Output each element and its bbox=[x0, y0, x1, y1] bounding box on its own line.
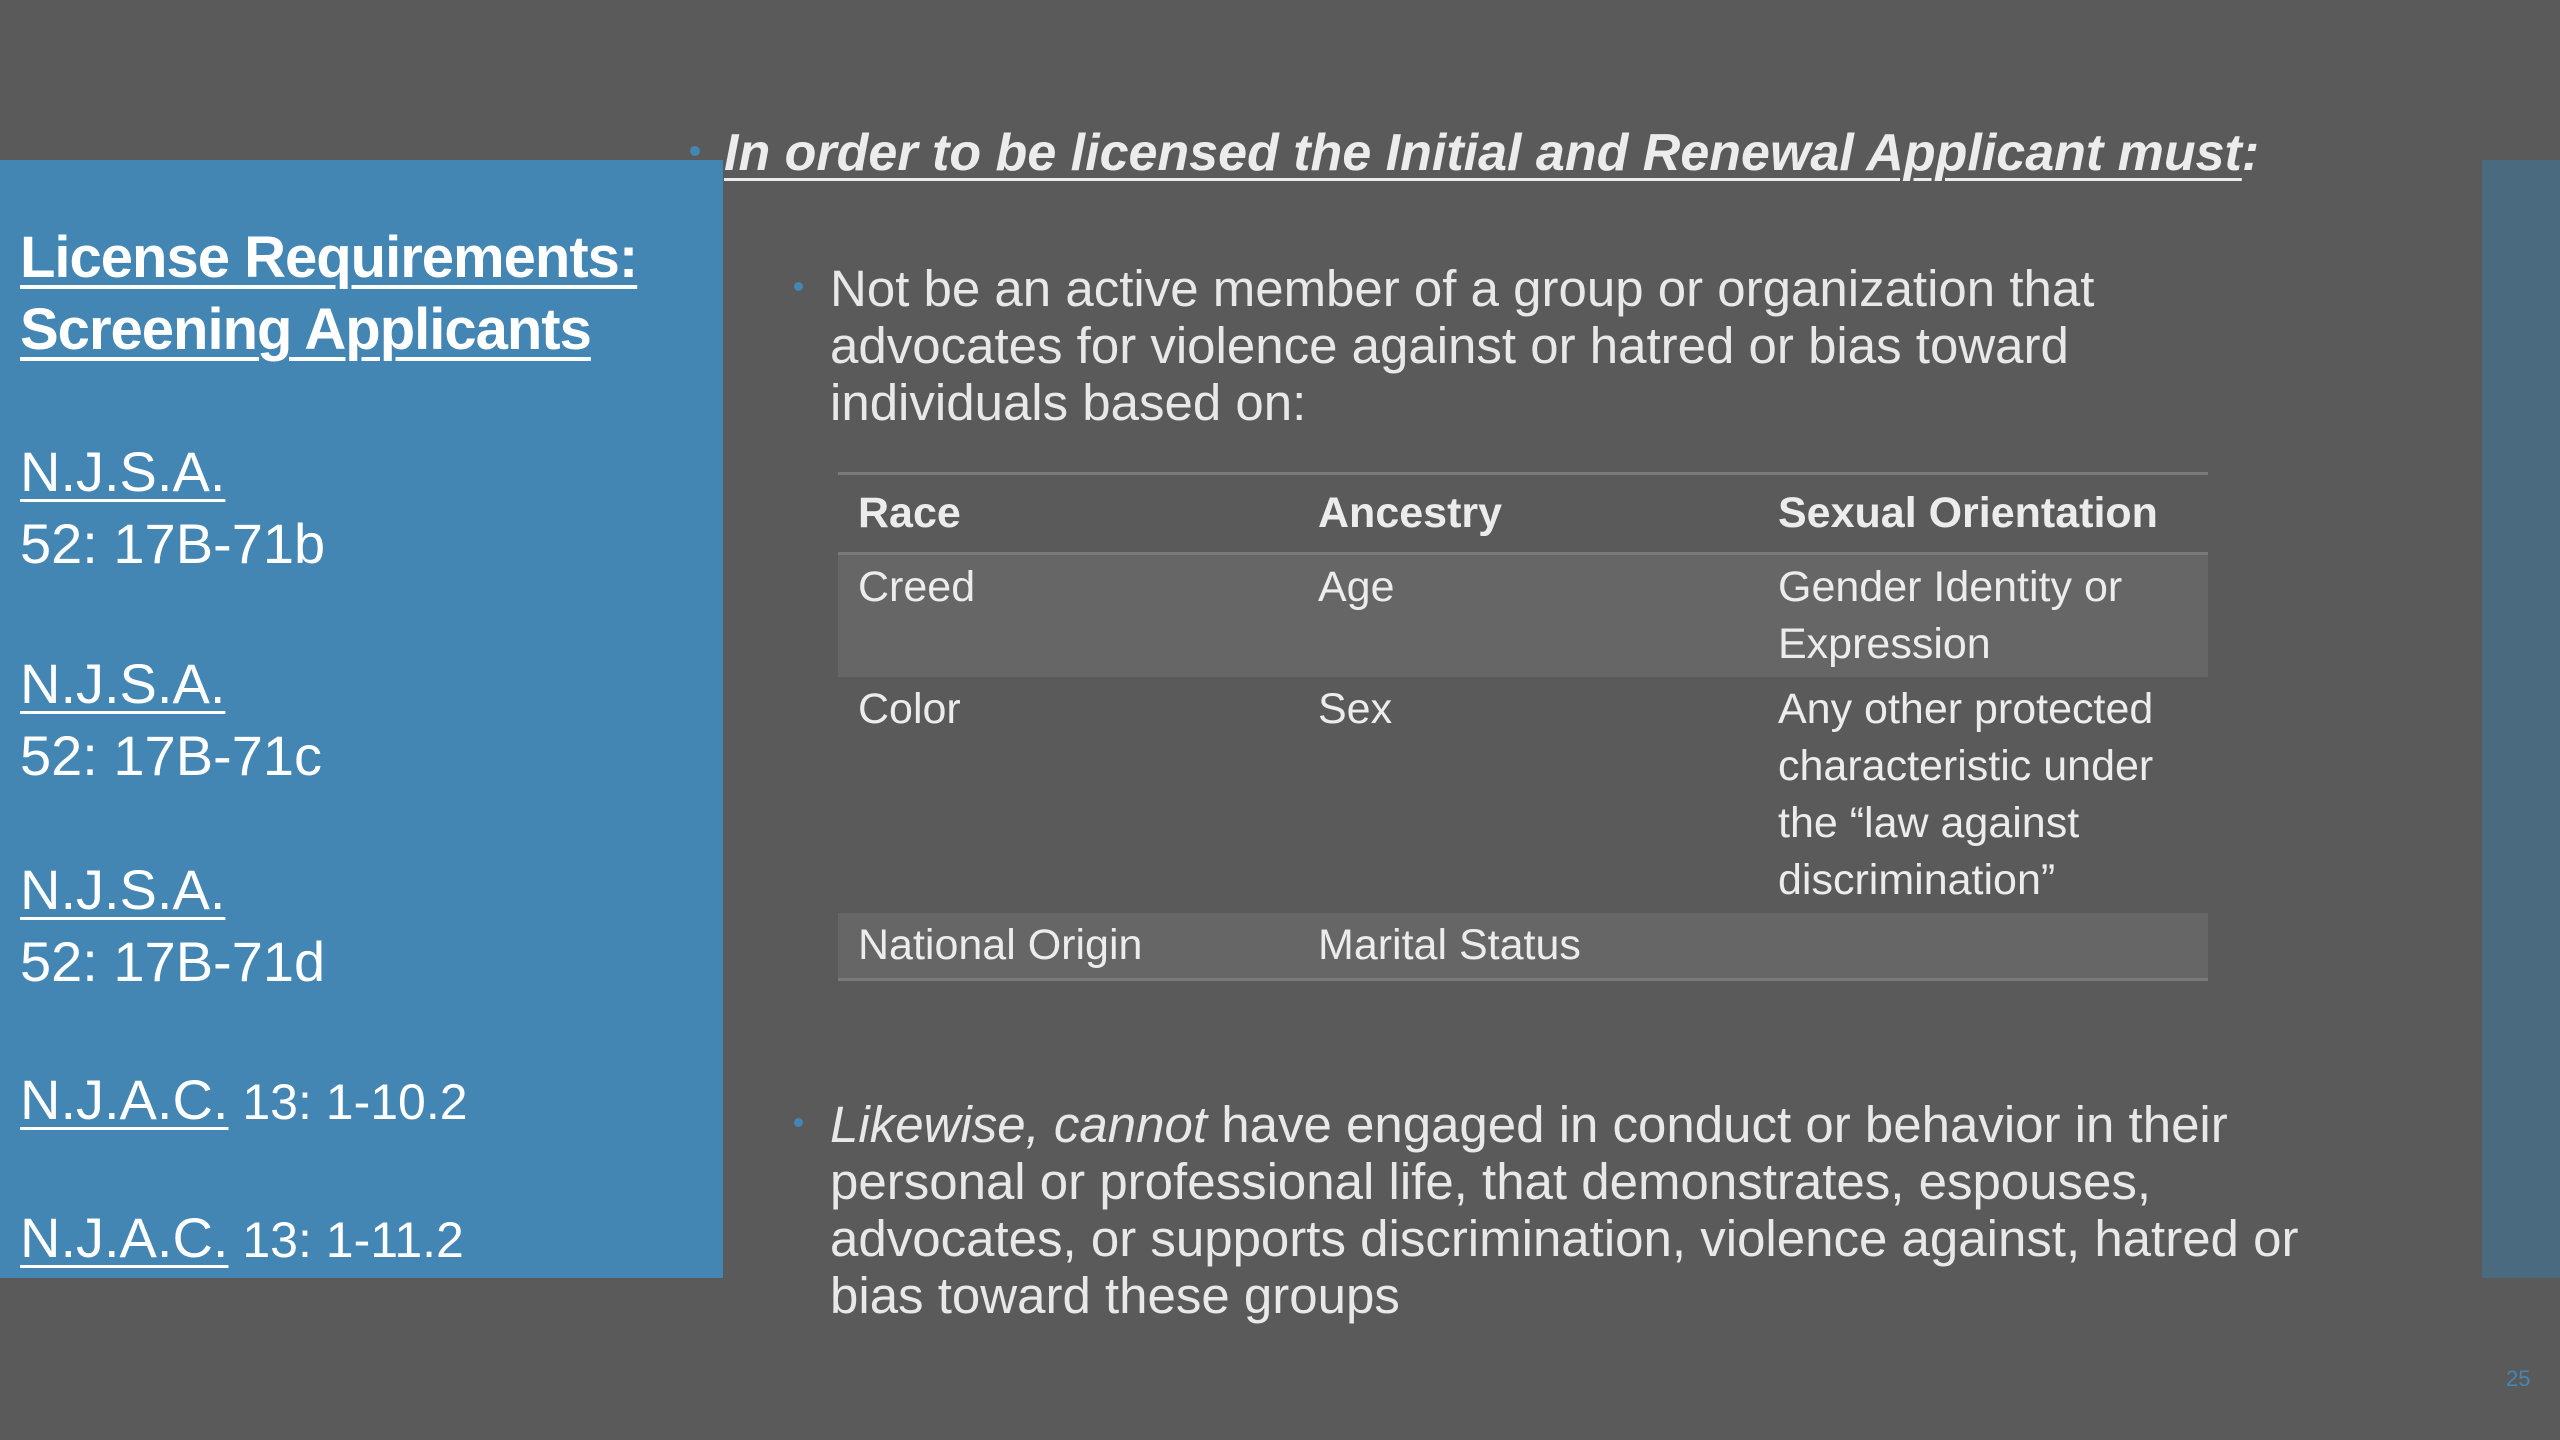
section-heading bbox=[724, 118, 2259, 188]
statute-number: 52: 17B-71b bbox=[20, 512, 326, 575]
conduct-bullet-emphasis: Likewise, cannot bbox=[830, 1096, 1208, 1153]
section-heading-suffix: : bbox=[2241, 124, 2260, 182]
table-cell: Age bbox=[1298, 554, 1758, 678]
regulation-code: N.J.A.C. bbox=[20, 1206, 229, 1269]
table-row bbox=[838, 913, 2208, 980]
table-cell: National Origin bbox=[838, 913, 1298, 980]
regulation-number: 13: 1-11.2 bbox=[228, 1212, 464, 1268]
conduct-bullet bbox=[830, 1096, 2390, 1324]
bullet-dot-icon bbox=[794, 282, 803, 291]
conduct-bullet-text: have engaged in conduct or behavior in their personal or professional life, that demonstrates, espouses, advocates, or supports discrimination, violence against, hatred or bias toward these groups bbox=[830, 1096, 2299, 1324]
table-cell: Marital Status bbox=[1298, 913, 1758, 980]
sidebar-title bbox=[20, 222, 700, 366]
bullet-dot-icon bbox=[794, 1118, 803, 1127]
table-header-cell: Sexual Orientation bbox=[1758, 474, 2208, 554]
table-cell bbox=[1758, 913, 2208, 980]
statute-number: 52: 17B-71d bbox=[20, 930, 326, 993]
protected-characteristics-table bbox=[838, 472, 2208, 981]
statute-number: 52: 17B-71c bbox=[20, 724, 322, 787]
table-row bbox=[838, 554, 2208, 678]
page-number: 25 bbox=[2506, 1366, 2531, 1391]
table-header-row bbox=[838, 474, 2208, 554]
table-cell: Color bbox=[858, 685, 961, 733]
section-heading-text: In order to be licensed the Initial and Renewal Applicant must bbox=[724, 124, 2242, 182]
sidebar-title-line2: Screening Applicants bbox=[20, 297, 591, 362]
statute-code: N.J.S.A. bbox=[20, 652, 226, 715]
statute-code: N.J.S.A. bbox=[20, 858, 226, 921]
table-cell: Creed bbox=[838, 554, 1298, 678]
table-cell: Gender Identity or Expression bbox=[1758, 554, 2208, 678]
table-header-cell: Ancestry bbox=[1298, 474, 1758, 554]
regulation-code: N.J.A.C. bbox=[20, 1068, 229, 1131]
regulation-ref bbox=[20, 1064, 468, 1138]
requirement-bullet: Not be an active member of a group or organization that advocates for violence against or hatred or bias toward individuals based on: bbox=[830, 260, 2095, 431]
statute-ref bbox=[20, 436, 325, 580]
table-header-cell: Race bbox=[838, 474, 1298, 554]
right-accent-panel bbox=[2482, 160, 2560, 1278]
statute-ref bbox=[20, 854, 325, 998]
statute-code: N.J.S.A. bbox=[20, 440, 226, 503]
regulation-number: 13: 1-10.2 bbox=[228, 1074, 468, 1130]
table-cell: Any other protected characteristic under the “law against discrimination” bbox=[1778, 685, 2154, 904]
table-row bbox=[838, 677, 2208, 913]
table-cell: Sex bbox=[1318, 685, 1393, 733]
regulation-ref bbox=[20, 1202, 464, 1276]
bullet-dot-icon bbox=[690, 146, 700, 156]
statute-ref bbox=[20, 648, 322, 792]
sidebar-title-line1: License Requirements: bbox=[20, 225, 638, 290]
